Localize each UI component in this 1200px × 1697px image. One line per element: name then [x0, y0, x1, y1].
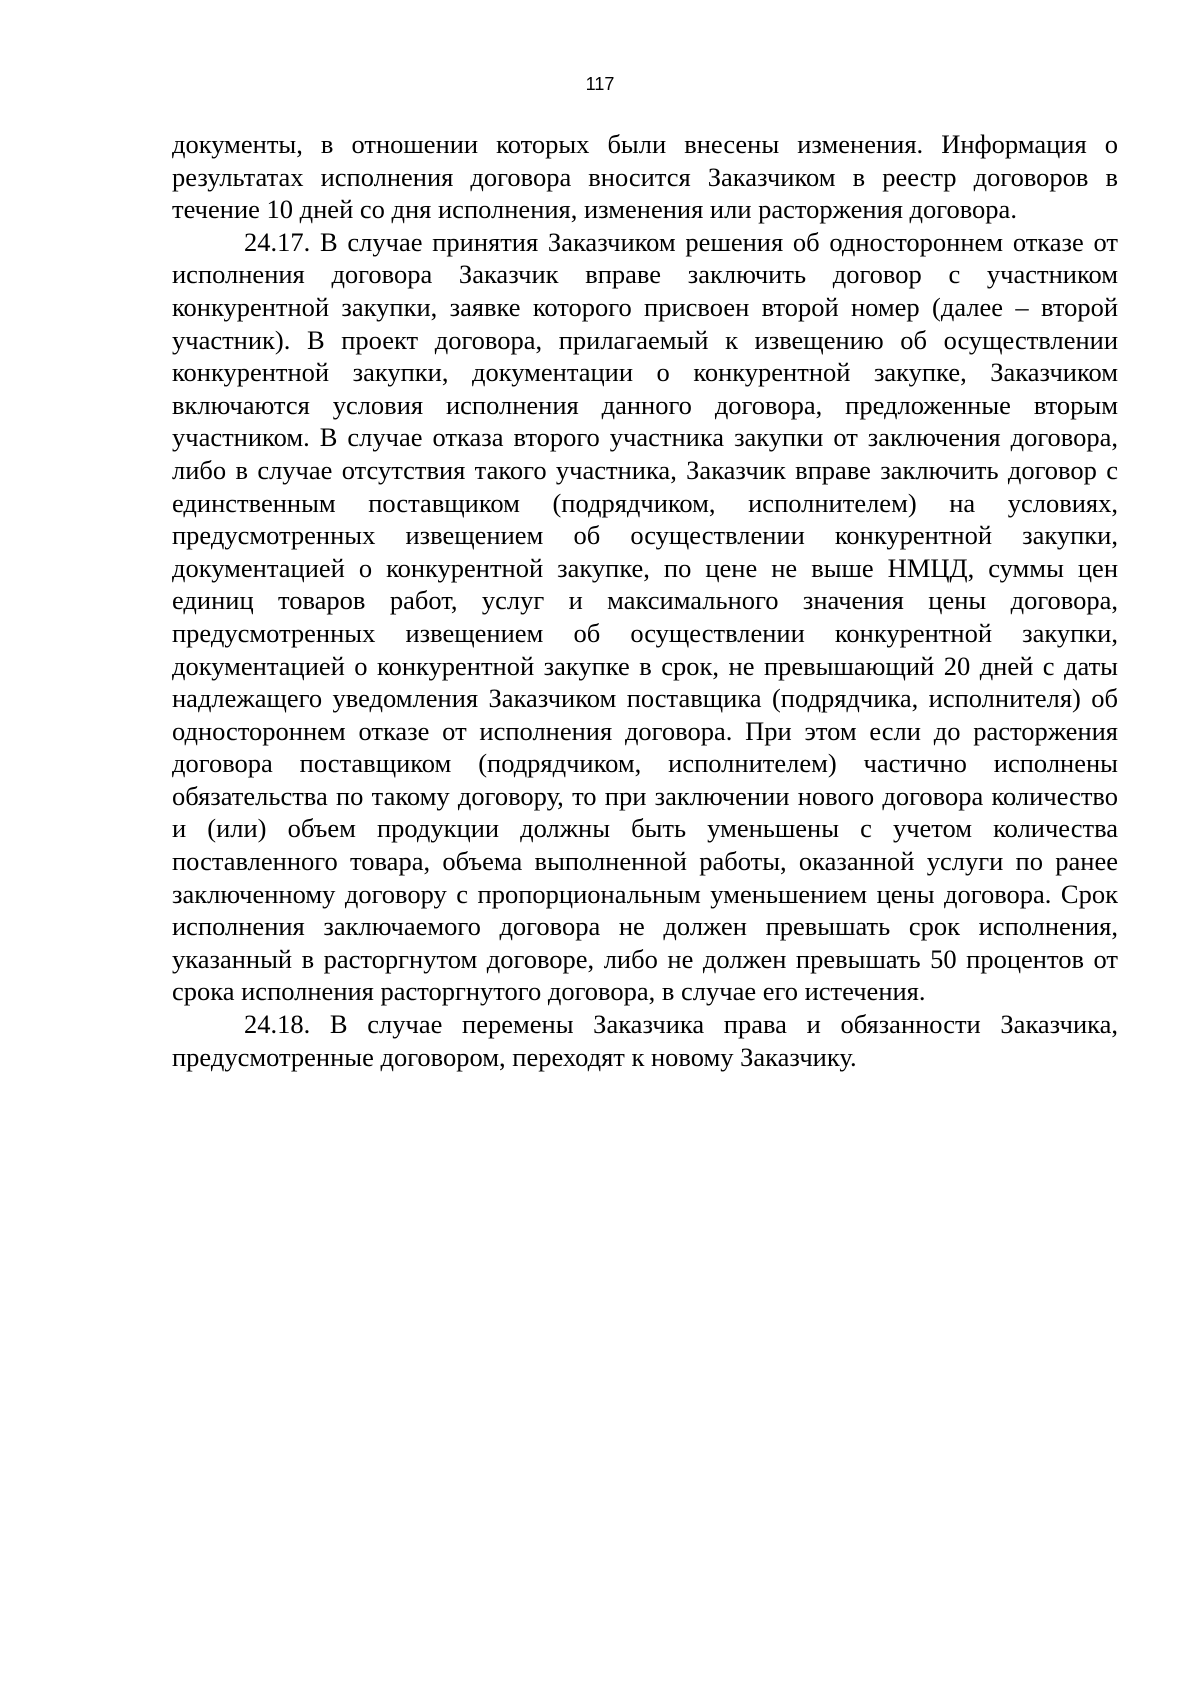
paragraph-continuation: документы, в отношении которых были внесены изменения. Информация о результатах исполнения договора вносится Заказчиком в реестр договоров в течение 10 дней со дня исполнения, изменения или расторжения договора. [172, 129, 1118, 225]
document-body [172, 128, 1118, 1073]
page-number: 117 [585, 74, 615, 94]
paragraph-24-18: 24.18. В случае перемены Заказчика права и обязанности Заказчика, предусмотренные договором, переходят к новому Заказчику. [172, 1009, 1118, 1072]
paragraph-24-17: 24.17. В случае принятия Заказчиком решения об одностороннем отказе от исполнения договора Заказчик вправе заключить договор с участником конкурентной закупки, заявке которого присвоен второй номер (далее – второй участник). В проект договора, прилагаемый к извещению об осуществлении конкурентной закупки, документации о конкурентной закупке, Заказчиком включаются условия исполнения данного договора, предложенные вторым участником. В случае отказа второго участника закупки от заключения договора, либо в случае отсутствия такого участника, Заказчик вправе заключить договор с единственным поставщиком (подрядчиком, исполнителем) на условиях, предусмотренных извещением об осуществлении конкурентной закупки, документацией о конкурентной закупке, по цене не выше НМЦД, суммы цен единиц товаров работ, услуг и максимального значения цены договора, предусмотренных извещением об осуществлении конкурентной закупки, документацией о конкурентной закупке в срок, не превышающий 20 дней с даты надлежащего уведомления Заказчиком поставщика (подрядчика, исполнителя) об одностороннем отказе от исполнения договора. При этом если до расторжения договора поставщиком (подрядчиком, исполнителем) частично исполнены обязательства по такому договору, то при заключении нового договора количество и (или) объем продукции должны быть уменьшены с учетом количества поставленного товара, объема выполненной работы, оказанной услуги по ранее заключенному договору с пропорциональным уменьшением цены договора. Срок исполнения заключаемого договора не должен превышать срок исполнения, указанный в расторгнутом договоре, либо не должен превышать 50 процентов от срока исполнения расторгнутого договора, в случае его истечения. [172, 226, 1118, 1007]
